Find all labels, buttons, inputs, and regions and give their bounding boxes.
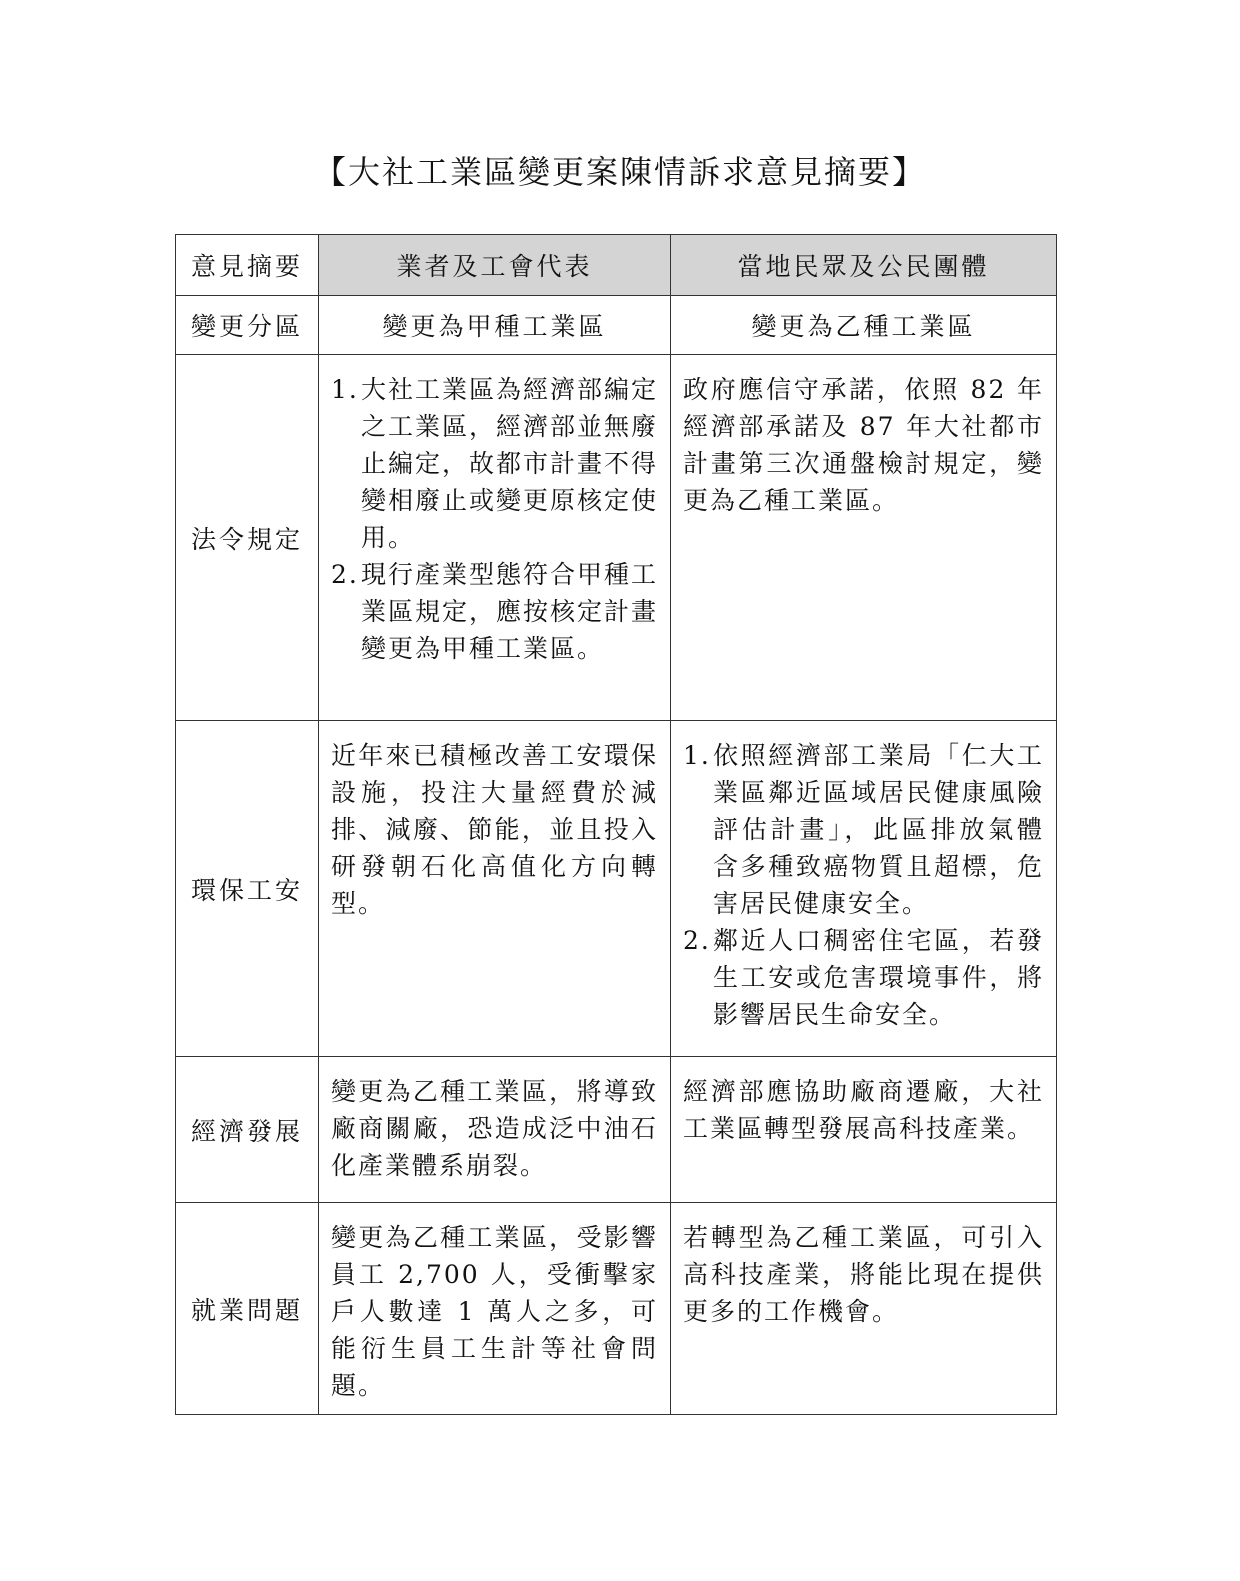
opinion-summary-table [175, 234, 1057, 1415]
cell-employment-residents: 若轉型為乙種工業區，可引入高科技產業，將能比現在提供更多的工作機會。 [671, 1203, 1057, 1415]
document-title: 【大社工業區變更案陳情訴求意見摘要】 [313, 153, 926, 191]
list-item-text: 依照經濟部工業局「仁大工業區鄰近區域居民健康風險評估計畫」，此區排放氣體含多種致癌物質且超標，危害居民健康安全。 [713, 741, 1044, 918]
header-opinion-summary: 意見摘要 [176, 235, 319, 296]
list-item [331, 371, 658, 556]
row-label-employment: 就業問題 [176, 1203, 319, 1415]
table-row-regulations [176, 355, 1057, 721]
list-item-number: 1. [683, 741, 711, 770]
row-label-economic-development: 經濟發展 [176, 1057, 319, 1203]
cell-environment-residents [671, 721, 1057, 1057]
table-row-economic-development [176, 1057, 1057, 1203]
list-item-number: 2. [683, 926, 711, 955]
header-industry-union: 業者及工會代表 [319, 235, 671, 296]
list-item [683, 922, 1044, 1033]
row-label-zoning: 變更分區 [176, 296, 319, 355]
list-item-text: 大社工業區為經濟部編定之工業區，經濟部並無廢止編定，故都市計畫不得變相廢止或變更原核定使用。 [361, 375, 659, 552]
table-row-environment-safety [176, 721, 1057, 1057]
list-item-number: 2. [331, 560, 359, 589]
cell-zoning-industry: 變更為甲種工業區 [319, 296, 671, 355]
regulations-industry-list [331, 371, 658, 667]
list-item [683, 737, 1044, 922]
row-label-environment-safety: 環保工安 [176, 721, 319, 1057]
cell-regulations-industry [319, 355, 671, 721]
environment-residents-list [683, 737, 1044, 1033]
header-residents-civic-groups: 當地民眾及公民團體 [671, 235, 1057, 296]
header-row [176, 235, 1057, 296]
table-row-employment [176, 1203, 1057, 1415]
list-item-text: 鄰近人口稠密住宅區，若發生工安或危害環境事件，將影響居民生命安全。 [713, 926, 1044, 1029]
list-item-text: 現行產業型態符合甲種工業區規定，應按核定計畫變更為甲種工業區。 [361, 560, 659, 663]
cell-environment-industry: 近年來已積極改善工安環保設施，投注大量經費於減排、減廢、節能，並且投入研發朝石化高值化方向轉型。 [319, 721, 671, 1057]
list-item-number: 1. [331, 375, 359, 404]
list-item [331, 556, 658, 667]
cell-regulations-residents: 政府應信守承諾，依照 82 年經濟部承諾及 87 年大社都市計畫第三次通盤檢討規定，變更為乙種工業區。 [671, 355, 1057, 721]
cell-economic-industry: 變更為乙種工業區，將導致廠商關廠，恐造成泛中油石化產業體系崩裂。 [319, 1057, 671, 1203]
cell-economic-residents: 經濟部應協助廠商遷廠，大社工業區轉型發展高科技產業。 [671, 1057, 1057, 1203]
cell-zoning-residents: 變更為乙種工業區 [671, 296, 1057, 355]
table-row-zoning [176, 296, 1057, 355]
cell-employment-industry: 變更為乙種工業區，受影響員工 2,700 人，受衝擊家戶人數達 1 萬人之多，可能衍生員工生計等社會問題。 [319, 1203, 671, 1415]
row-label-regulations: 法令規定 [176, 355, 319, 721]
